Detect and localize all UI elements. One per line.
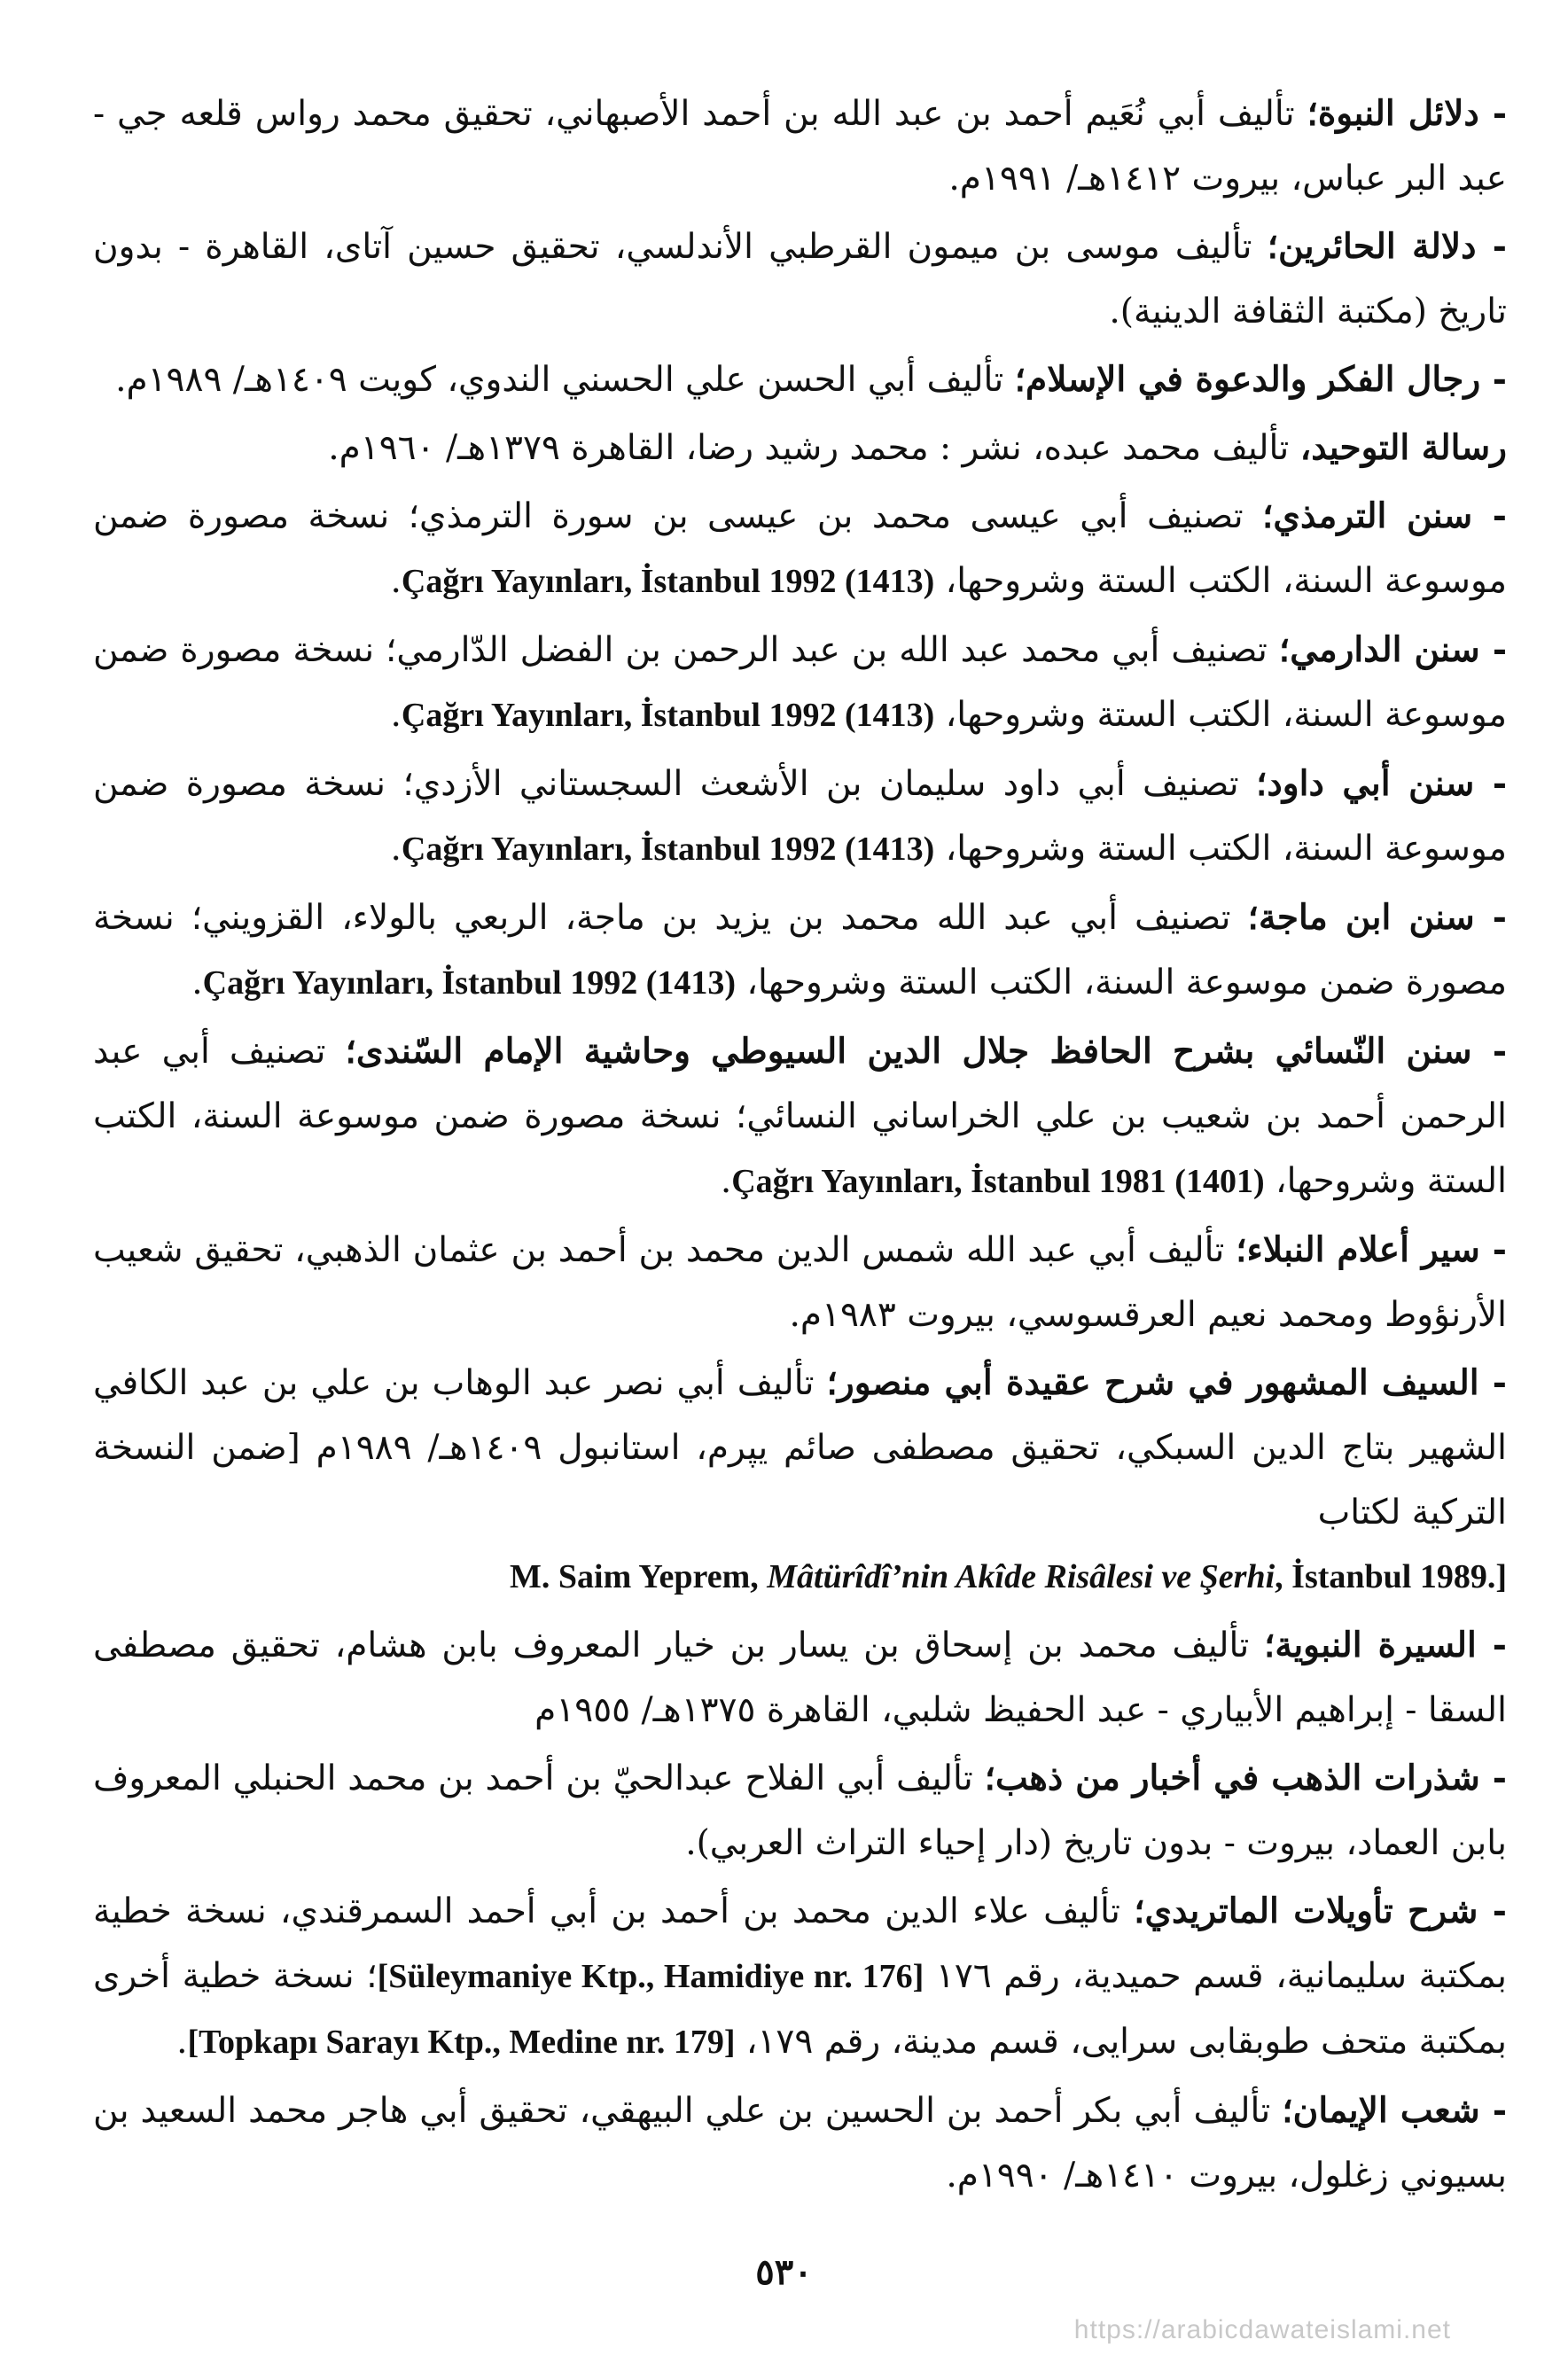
entry-title: شرح تأويلات الماتريدي؛: [1134, 1891, 1478, 1931]
bibliography-entry: [93, 885, 1507, 1016]
latin-author: M. Saim Yeprem,: [510, 1558, 768, 1595]
bibliography-page: [93, 82, 1507, 2211]
entry-dash: -: [1478, 93, 1508, 134]
bibliography-entry: [93, 2079, 1507, 2208]
entry-latin-publisher: Çağrı Yayınları, İstanbul 1992 (1413): [401, 831, 935, 868]
bibliography-entry: [93, 1218, 1507, 1347]
entry-text: تأليف محمد عبده، نشر : محمد رشيد رضا، القاهرة ١٣٧٩هـ/ ١٩٦٠م.: [328, 428, 1300, 468]
entry-dash: -: [1479, 1229, 1507, 1270]
entry-dash: -: [1474, 763, 1508, 804]
bibliography-entry: [93, 1351, 1507, 1610]
entry-text: تأليف علاء الدين محمد بن أحمد بن أبي أحمد السمرقندي، نسخة خطية بمكتبة سليمانية، قسم حميدية، رقم ١٧٦: [93, 1891, 1507, 1996]
bibliography-entry: [93, 82, 1507, 211]
entry-latin-shelfmark: [Süleymaniye Ktp., Hamidiye nr. 176]: [377, 1958, 924, 1995]
entry-latin-publisher: Çağrı Yayınları, İstanbul 1992 (1413): [401, 697, 935, 734]
entry-text: تصنيف أبي عبد الرحمن أحمد بن شعيب بن علي الخراساني النسائي؛ نسخة مصورة ضمن موسوعة السنة، الكتب الستة وشروحها،: [93, 1032, 1507, 1201]
entry-title: دلالة الحائرين؛: [1267, 226, 1477, 267]
page-number: ٥٣٠: [755, 2251, 813, 2293]
entry-dash: -: [1474, 897, 1507, 938]
bibliography-entry: [93, 1613, 1507, 1743]
entry-period: .: [390, 829, 402, 869]
bibliography-entry: [93, 1879, 1507, 2075]
entry-dash: -: [1472, 495, 1507, 536]
entry-title: سير أعلام النبلاء؛: [1236, 1229, 1480, 1270]
entry-period: .: [176, 2022, 188, 2062]
entry-title: دلائل النبوة؛: [1307, 93, 1479, 134]
entry-text: تصنيف أبي داود سليمان بن الأشعث السجستاني الأزدي؛ نسخة مصورة ضمن موسوعة السنة، الكتب الستة وشروحها،: [93, 764, 1507, 869]
entry-text: تصنيف أبي محمد عبد الله بن عبد الرحمن بن الفضل الدّارمي؛ نسخة مصورة ضمن موسوعة السنة، الكتب الستة وشروحها،: [93, 630, 1507, 735]
entry-latin-reference: [93, 1545, 1507, 1610]
latin-book-title: Mâtürîdî’nin Akîde Risâlesi ve Şerhi: [767, 1558, 1275, 1595]
entry-text: تأليف أبي بكر أحمد بن الحسين بن علي البيهقي، تحقيق أبي هاجر محمد السعيد بن بسيوني زغلول، بيروت ١٤١٠هـ/ ١٩٩٠م.: [93, 2091, 1507, 2196]
entry-text: تأليف أبي عبد الله شمس الدين محمد بن أحمد بن عثمان الذهبي، تحقيق شعيب الأرنؤوط ومحمد نعيم العرقسوسي، بيروت ١٩٨٣م.: [93, 1230, 1507, 1335]
entry-latin-publisher: Çağrı Yayınları, İstanbul 1992 (1413): [401, 563, 935, 600]
entry-title: سنن الترمذي؛: [1262, 495, 1473, 536]
bibliography-entry: [93, 416, 1507, 480]
bibliography-entry: [93, 214, 1507, 344]
entry-dash: -: [1480, 359, 1507, 400]
entry-title: رجال الفكر والدعوة في الإسلام؛: [1014, 359, 1481, 400]
source-watermark: https://arabicdawateislami.net: [1073, 2315, 1451, 2344]
entry-text: تصنيف أبي عيسى محمد بن عيسى بن سورة الترمذي؛ نسخة مصورة ضمن موسوعة السنة، الكتب الستة وشروحها،: [93, 496, 1507, 601]
latin-imprint: , İstanbul 1989.]: [1275, 1558, 1507, 1595]
entry-title: شعب الإيمان؛: [1282, 2090, 1480, 2131]
entry-text: تأليف أبي نُعَيم أحمد بن عبد الله بن أحمد الأصبهاني، تحقيق محمد رواس قلعه جي - عبد البر عباس، بيروت ١٤١٢هـ/ ١٩٩١م.: [93, 94, 1507, 199]
entry-dash: -: [1478, 1891, 1507, 1931]
entry-text: تأليف أبي الفلاح عبدالحيّ بن أحمد بن محمد الحنبلي المعروف بابن العماد، بيروت - بدون تاريخ (دار إحياء التراث العربي).: [93, 1759, 1507, 1863]
entry-dash: -: [1476, 1625, 1507, 1665]
entry-title: السيف المشهور في شرح عقيدة أبي منصور؛: [826, 1362, 1479, 1403]
entry-title: سنن أبي داود؛: [1256, 763, 1475, 804]
entry-period: .: [720, 1161, 732, 1201]
entry-text: تأليف أبي الحسن علي الحسني الندوي، كويت ١٤٠٩هـ/ ١٩٨٩م.: [115, 360, 1015, 400]
entry-period: .: [390, 695, 402, 735]
entry-text: تأليف محمد بن إسحاق بن يسار بن خيار المعروف بابن هشام، تحقيق مصطفى السقا - إبراهيم الأبياري - عبد الحفيظ شلبي، القاهرة ١٣٧٥هـ/ ١٩٥٥م: [93, 1626, 1507, 1730]
entry-latin-shelfmark: [Topkapı Sarayı Ktp., Medine nr. 179]: [187, 2024, 736, 2061]
bibliography-entry: [93, 347, 1507, 412]
entry-dash: -: [1479, 1758, 1507, 1798]
entry-title: شذرات الذهب في أخبار من ذهب؛: [984, 1758, 1480, 1798]
entry-dash: -: [1476, 226, 1507, 267]
bibliography-entry: [93, 1746, 1507, 1876]
bibliography-entry: [93, 618, 1507, 748]
entry-latin-publisher: Çağrı Yayınları, İstanbul 1981 (1401): [731, 1163, 1265, 1200]
entry-title: سنن النّسائي بشرح الحافظ جلال الدين السيوطي وحاشية الإمام السّندى؛: [345, 1031, 1472, 1072]
entry-dash: -: [1478, 1362, 1507, 1403]
bibliography-entry: [93, 1019, 1507, 1214]
entry-latin-publisher: Çağrı Yayınları, İstanbul 1992 (1413): [202, 964, 736, 1002]
entry-text-continued: ؛ نسخة خطية أخرى بمكتبة متحف طوبقابى سرايى، قسم مدينة، رقم ١٧٩،: [93, 1956, 1507, 2062]
entry-title: سنن ابن ماجة؛: [1247, 897, 1475, 938]
entry-period: .: [191, 963, 203, 1002]
bibliography-entry: [93, 484, 1507, 614]
entry-period: .: [390, 561, 402, 601]
entry-text: تأليف أبي نصر عبد الوهاب بن علي بن عبد الكافي الشهير بتاج الدين السبكي، تحقيق مصطفى صائم يپرم، استانبول ١٤٠٩هـ/ ١٩٨٩م [ضمن النسخة التركية لكتاب: [93, 1363, 1507, 1533]
entry-dash: -: [1479, 2090, 1508, 2131]
entry-dash: -: [1479, 629, 1508, 670]
entry-title: سنن الدارمي؛: [1278, 629, 1480, 670]
bibliography-entry: [93, 752, 1507, 882]
entry-text: تصنيف أبي عبد الله محمد بن يزيد بن ماجة، الربعي بالولاء، القزويني؛ نسخة مصورة ضمن موسوعة السنة، الكتب الستة وشروحها،: [93, 898, 1507, 1002]
entry-dash: -: [1471, 1031, 1508, 1072]
entry-title: السيرة النبوية؛: [1264, 1625, 1477, 1665]
entry-text: تأليف موسى بن ميمون القرطبي الأندلسي، تحقيق حسين آتاى، القاهرة - بدون تاريخ (مكتبة الثقافة الدينية).: [93, 227, 1507, 331]
entry-title: رسالة التوحيد،: [1299, 427, 1507, 468]
